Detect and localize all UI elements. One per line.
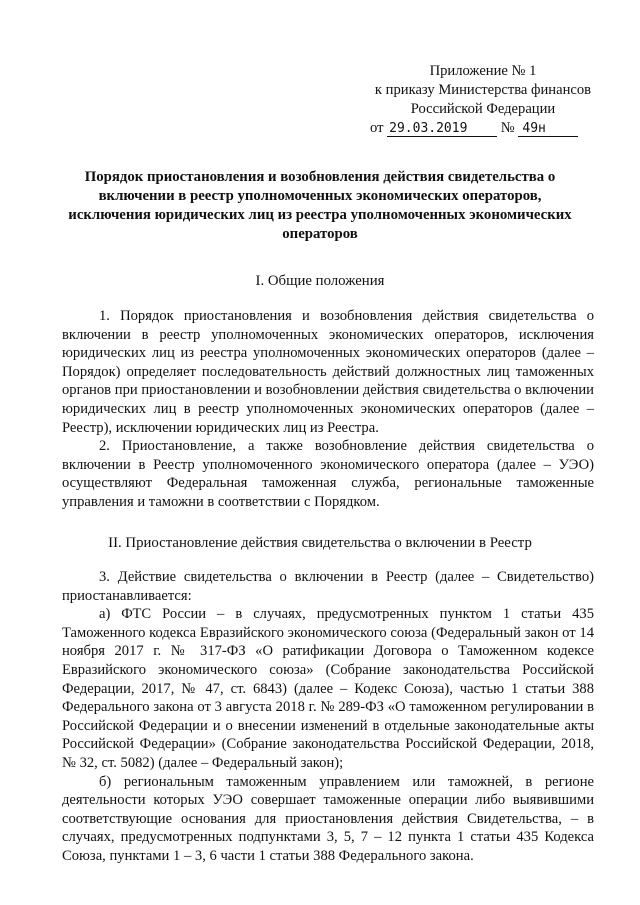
section-1-body [62,307,594,512]
section-1-heading: I. Общие положения [255,273,385,289]
paragraph-2: 2. Приостановление, а также возобновление действия свидетельства о включении в Реестр уполномоченного экономического оператора (далее – УЭО) осуществляют Федеральная таможенная служба, региональные таможенные управления и таможни в соответствии с Порядком. [62,438,594,510]
order-number-field: 49н [518,122,578,137]
appendix-authority: Российской Федерации [410,101,556,117]
order-date-field: 29.03.2019 [387,122,497,137]
paragraph-1: 1. Порядок приостановления и возобновления действия свидетельства о включении в реестр уполномоченных экономических операторов, исключения юридических лиц из реестра уполномоченных экономических операторов (далее – Порядок) определяет последовательность действий должностных лиц таможенных органов при приостановлении и возобновлении действия свидетельства о включении юридических лиц в реестр уполномоченных экономических операторов (далее – Реестр), исключении юридических лиц из Реестра. [62,308,594,436]
title-line-2: включении в реестр уполномоченных экономических операторов, [98,188,542,204]
paragraph-3: 3. Действие свидетельства о включении в Реестр (далее – Свидетельство) приостанавливается: [62,569,594,604]
section-2-body [62,568,594,866]
title-line-3: исключения юридических лиц из реестра уполномоченных экономических [68,207,572,223]
title-line-4: операторов [282,226,358,242]
document-title [60,168,580,244]
appendix-order-ref: к приказу Министерства финансов [374,82,592,98]
date-prefix: от [370,120,384,136]
appendix-block [368,62,598,138]
paragraph-3b: б) региональным таможенным управлением или таможней, в регионе деятельности которых УЭО совершает таможенные операции либо выявившими соответствующие основания для приостановления действия Свидетельства, – в случаях, предусмотренных подпунктами 3, 5, 7 – 12 пункта 1 статьи 435 Кодекса Союза, пунктами 1 – 3, 6 части 1 статьи 388 Федерального закона. [62,773,594,864]
number-prefix: № [500,120,515,136]
order-date-line [368,119,598,138]
title-line-1: Порядок приостановления и возобновления действия свидетельства о [84,169,556,185]
section-2-heading: II. Приостановление действия свидетельства о включении в Реестр [108,535,532,551]
appendix-number: Приложение № 1 [429,63,537,79]
paragraph-3a: а) ФТС России – в случаях, предусмотренных пунктом 1 статьи 435 Таможенного кодекса Евразийского экономического союза (Федеральный закон от 14 ноября 2017 г. № 317-ФЗ «О ратификации Договора о Таможенном кодексе Евразийского экономического союза» (Собрание законодательства Российской Федерации, 2017, № 47, ст. 6843) (далее – Кодекс Союза), частью 1 статьи 388 Федерального закона от 3 августа 2018 г. № 289-ФЗ «О таможенном регулировании в Российской Федерации и о внесении изменений в отдельные законодательные акты Российской Федерации» (Собрание законодательства Российской Федерации, 2018, № 32, ст. 5082) (далее – Федеральный закон); [62,606,594,771]
